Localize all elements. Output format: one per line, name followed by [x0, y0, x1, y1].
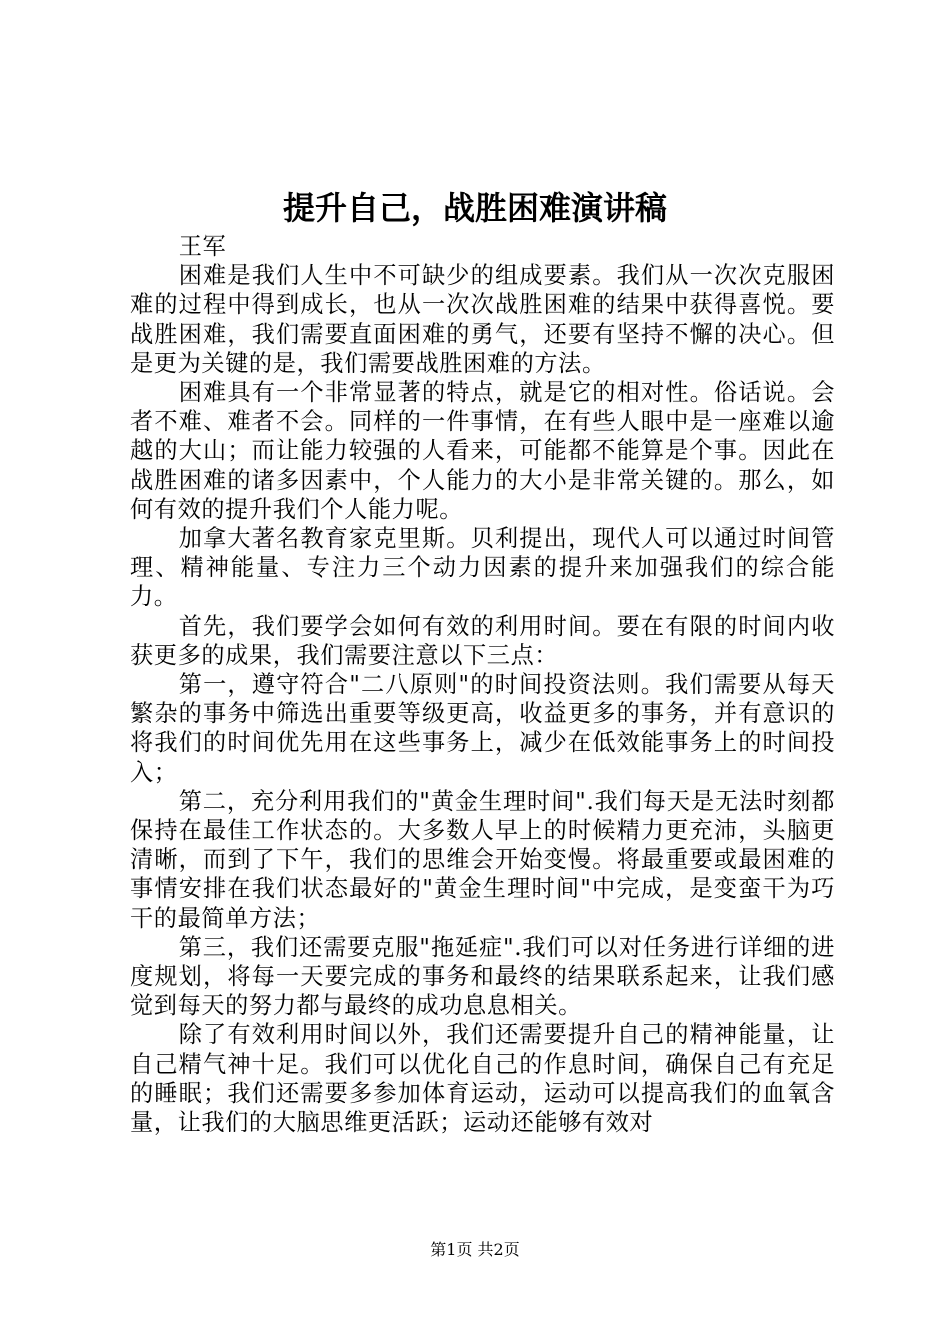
page-number-footer: 第1页 共2页 [430, 1240, 520, 1259]
paragraph: 首先，我们要学会如何有效的利用时间。要在有限的时间内收获更多的成果，我们需要注意以下三点： [130, 612, 835, 669]
paragraph: 第二，充分利用我们的"黄金生理时间".我们每天是无法时刻都保持在最佳工作状态的。大多数人早上的时候精力更充沛，头脑更清晰，而到了下午，我们的思维会开始变慢。将最重要或最困难的事情安排在我们状态最好的"黄金生理时间"中完成，是变蛮干为巧干的最简单方法； [130, 787, 835, 932]
paragraph: 困难是我们人生中不可缺少的组成要素。我们从一次次克服困难的过程中得到成长，也从一次次战胜困难的结果中获得喜悦。要战胜困难，我们需要直面困难的勇气，还要有坚持不懈的决心。但是更为关键的是，我们需要战胜困难的方法。 [130, 262, 835, 377]
document-title: 提升自己，战胜困难演讲稿 [282, 189, 667, 227]
author-line: 王军 [178, 233, 227, 260]
paragraph: 第一，遵守符合"二八原则"的时间投资法则。我们需要从每天繁杂的事务中筛选出重要等级更高，收益更多的事务，并有意识的将我们的时间优先用在这些事务上，减少在低效能事务上的时间投入； [130, 671, 835, 786]
paragraph: 困难具有一个非常显著的特点，就是它的相对性。俗话说。会者不难、难者不会。同样的一件事情，在有些人眼中是一座难以逾越的大山；而让能力较强的人看来，可能都不能算是个事。因此在战胜困难的诸多因素中，个人能力的大小是非常关键的。那么，如何有效的提升我们个人能力呢。 [130, 379, 835, 523]
paragraph: 加拿大著名教育家克里斯。贝利提出，现代人可以通过时间管理、精神能量、专注力三个动力因素的提升来加强我们的综合能力。 [130, 525, 835, 611]
paragraph: 第三，我们还需要克服"拖延症".我们可以对任务进行详细的进度规划，将每一天要完成的事务和最终的结果联系起来，让我们感觉到每天的努力都与最终的成功息息相关。 [130, 933, 835, 1020]
document-body [130, 232, 835, 1137]
paragraph: 除了有效利用时间以外，我们还需要提升自己的精神能量，让自己精气神十足。我们可以优化自己的作息时间，确保自己有充足的睡眠；我们还需要多参加体育运动，运动可以提高我们的血氧含量，让我们的大脑思维更活跃；运动还能够有效对 [130, 1021, 835, 1137]
